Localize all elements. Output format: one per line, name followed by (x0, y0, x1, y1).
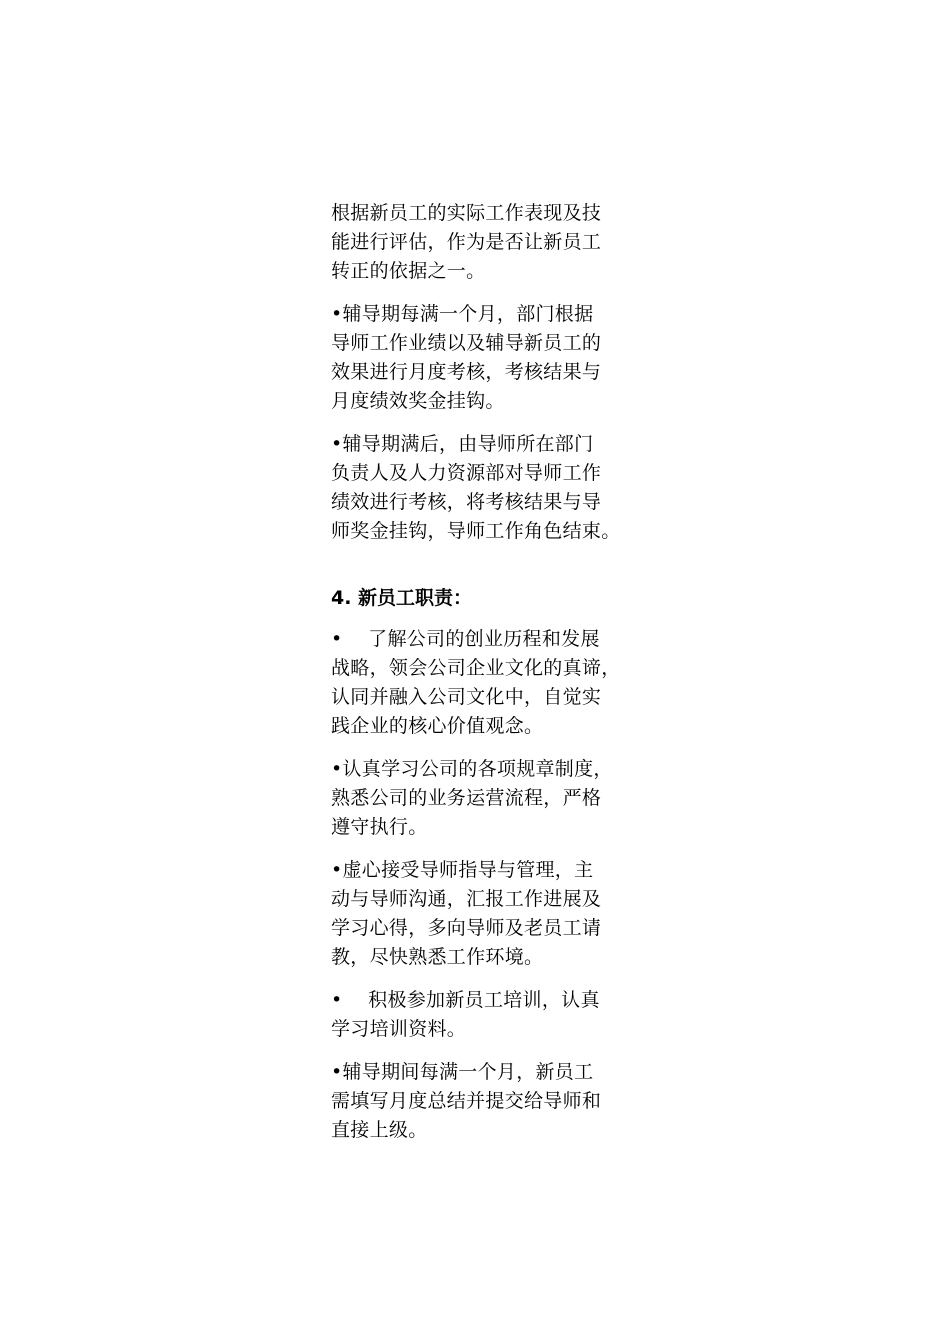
paragraph-monthly-review: •辅导期每满一个月，部门根据 导师工作业绩以及辅导新员工的 效果进行月度考核，考核结果与 月度绩效奖金挂钩。 (331, 303, 602, 412)
section-heading-new-employee-duties: 4. 新员工职责： (331, 587, 473, 609)
paragraph-rules: •认真学习公司的各项规章制度， 熟悉公司的业务运营流程，严格 遵守执行。 (331, 758, 613, 838)
paragraph-mentor-review: •辅导期满后，由导师所在部门 负责人及人力资源部对导师工作 绩效进行考核，将考核结果与导 师奖金挂钩，导师工作角色结束。 (331, 433, 621, 542)
paragraph-monthly-summary: •辅导期间每满一个月，新员工 需填写月度总结并提交给导师和 直接上级。 (331, 1061, 602, 1141)
paragraph-evaluation: 根据新员工的实际工作表现及技 能进行评估，作为是否让新员工 转正的依据之一。 (331, 202, 602, 282)
paragraph-culture: • 了解公司的创业历程和发展 战略，领会公司企业文化的真谛， 认同并融入公司文化中，自觉实 践企业的核心价值观念。 (331, 628, 621, 737)
paragraph-guidance: •虚心接受导师指导与管理，主 动与导师沟通，汇报工作进展及 学习心得，多向导师及老员工请 教，尽快熟悉工作环境。 (331, 859, 602, 968)
paragraph-training: • 积极参加新员工培训，认真 学习培训资料。 (331, 989, 600, 1040)
document-body (331, 199, 631, 1159)
